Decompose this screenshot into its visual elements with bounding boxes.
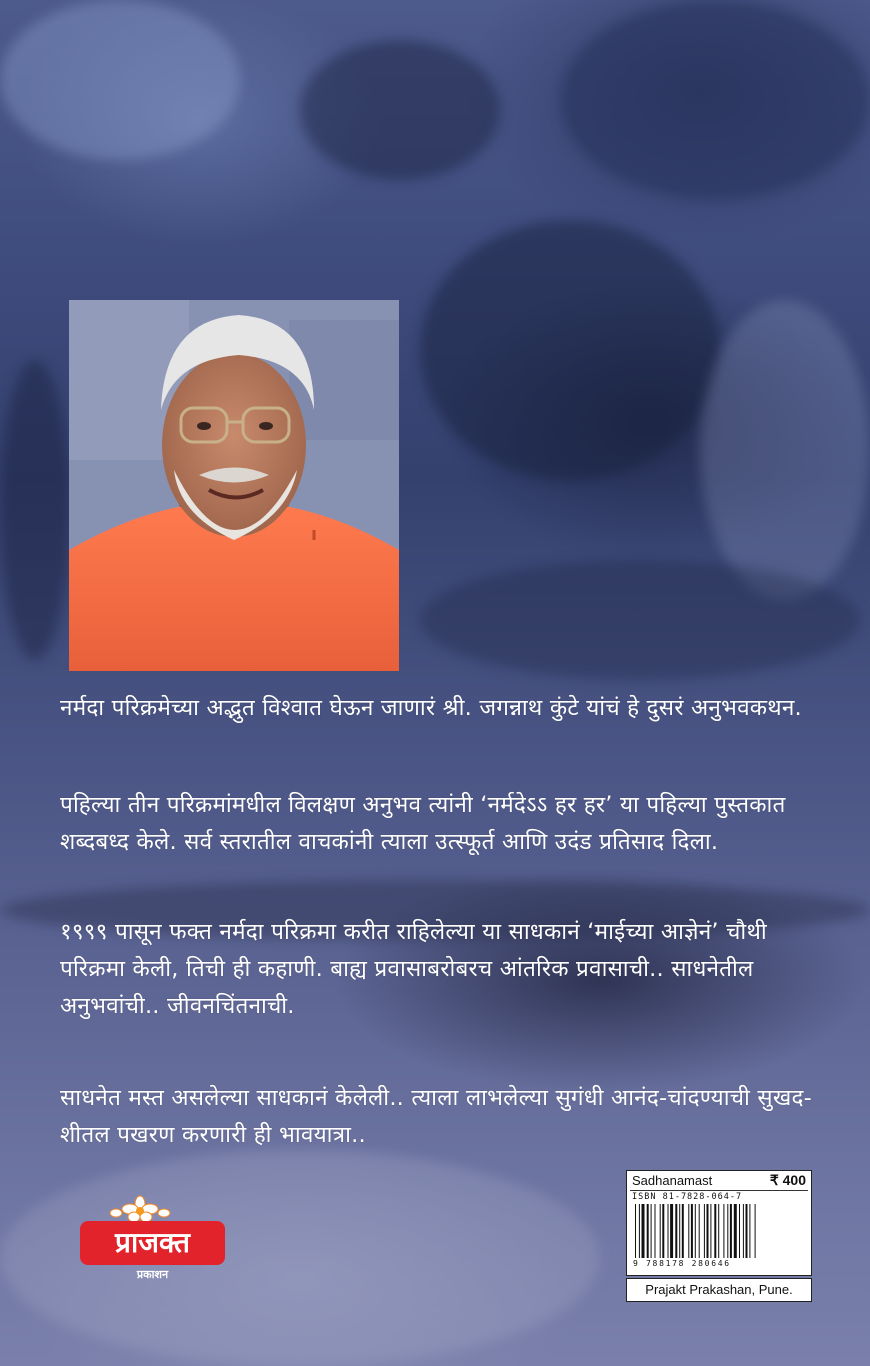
paint-texture	[700, 300, 870, 600]
blurb-paragraph-3: १९९९ पासून फक्त नर्मदा परिक्रमा करीत राहिलेल्या या साधकानं ‘माईच्या आज्ञेनं’ चौथी परिक्रमा केली, तिची ही कहाणी. बाह्य प्रवासाबरोबरच आंतरिक प्रवासाची.. साधनेतील अनुभवांची.. जीवनचिंतनाची.	[60, 919, 767, 1019]
blurb-paragraph-1: नर्मदा परिक्रमेच्या अद्भुत विश्वात घेऊन जाणारं श्री. जगन्नाथ कुंटे यांचं हे दुसरं अनुभवकथन.	[60, 695, 802, 721]
barcode-label	[626, 1170, 812, 1276]
author-portrait-illustration	[69, 300, 399, 671]
blurb-paragraph-4: साधनेत मस्त असलेल्या साधकानं केलेली.. त्याला लाभलेल्या सुगंधी आनंद-चांदण्याची सुखद-शीतल पखरण करणारी ही भावयात्रा..	[60, 1085, 812, 1148]
paint-texture	[0, 0, 240, 160]
barcode-digits: 9 788178 280646	[633, 1259, 731, 1268]
isbn-label: ISBN 81-7828-064-7	[632, 1192, 743, 1202]
publisher-logo-subtitle: प्रकाशन	[136, 1268, 169, 1281]
publisher-address-label: Prajakt Prakashan, Pune.	[626, 1278, 812, 1302]
paint-texture	[300, 40, 500, 180]
blurb-paragraph-2: पहिल्या तीन परिक्रमांमधील विलक्षण अनुभव त्यांनी ‘नर्मदेऽऽ हर हर’ या पहिल्या पुस्तकात शब्दबध्द केले. सर्व स्तरातील वाचकांनी त्याला उत्स्फूर्त आणि उदंड प्रतिसाद दिला.	[60, 792, 786, 855]
paint-texture	[420, 220, 720, 480]
divider	[630, 1190, 808, 1191]
publisher-logo-wordmark: प्राजक्त	[80, 1221, 225, 1265]
price-label: ₹ 400	[769, 1172, 806, 1188]
paint-texture	[0, 360, 70, 660]
paint-texture	[560, 0, 870, 200]
publisher-logo	[80, 1195, 225, 1290]
paint-texture	[420, 560, 860, 680]
barcode-icon	[635, 1204, 803, 1258]
author-photo	[69, 300, 399, 671]
book-title-label: Sadhanamast	[632, 1173, 713, 1188]
